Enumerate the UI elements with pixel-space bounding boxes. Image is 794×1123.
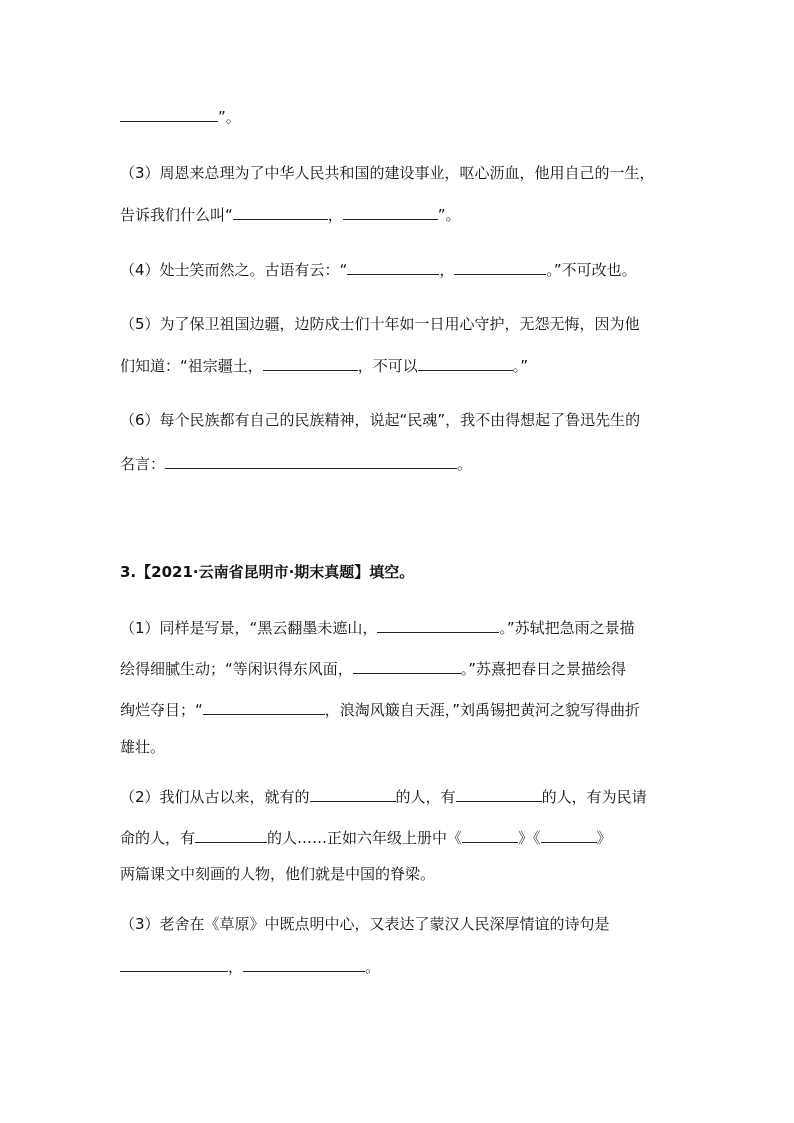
text: （3）周恩来总理为了中华人民共和国的建设事业，呕心沥血，他用自己的一生，	[120, 164, 655, 182]
text: ，浪淘风簸自天涯，”刘禹锡把黄河之貌写得曲折	[324, 701, 641, 719]
q2-item3-line2	[120, 204, 461, 224]
question-heading: 3.【2021·云南省昆明市·期末真题】填空。	[120, 563, 415, 581]
q2-item6-line2	[120, 453, 472, 473]
q2-item6-line1	[120, 410, 640, 430]
text: 。”苏熹把春日之景描绘得	[460, 660, 627, 678]
text: 》	[596, 829, 612, 847]
text: 名言：	[120, 455, 166, 473]
answer-blank[interactable]	[418, 355, 513, 371]
q2-item5-line1	[120, 314, 640, 334]
text: （4）处士笑而然之。古语有云：“	[120, 261, 348, 279]
text: 。”苏轼把急雨之景描	[499, 619, 635, 637]
text: ，	[228, 958, 244, 976]
text: ”。	[218, 108, 241, 126]
text: ”。	[437, 206, 461, 224]
text: 们知道：“祖宗疆土，	[120, 357, 263, 375]
text: 命的人，有	[120, 829, 196, 847]
answer-blank[interactable]	[263, 355, 358, 371]
text: 。	[457, 455, 473, 473]
text: 。”不可改也。	[546, 261, 637, 279]
text: （1）同样是写景，“黑云翻墨未遮山，	[120, 619, 378, 637]
answer-blank[interactable]	[195, 827, 267, 843]
text: 的人，有	[395, 788, 456, 806]
answer-blank[interactable]	[310, 786, 396, 802]
text: 的人，有为民请	[541, 788, 647, 806]
text: 告诉我们什么叫“	[120, 206, 233, 224]
text: 两篇课文中刻画的人物，他们就是中国的脊梁。	[120, 865, 436, 883]
q3-item1-line4	[120, 737, 165, 757]
text: 。”	[512, 357, 529, 375]
answer-blank[interactable]	[454, 259, 546, 275]
answer-blank[interactable]	[120, 106, 218, 122]
answer-blank[interactable]	[243, 956, 365, 972]
q3-item3-line2	[120, 956, 380, 976]
q2-item4	[120, 259, 637, 279]
text: 绘得细腻生动；“等闲识得东风面，	[120, 660, 353, 678]
answer-blank[interactable]	[462, 827, 518, 843]
q3-item1-line1	[120, 617, 635, 637]
text: 的人……正如六年级上册中《	[267, 829, 463, 847]
q3-item2-line1	[120, 786, 647, 806]
text: 绚烂夺目；“	[120, 701, 203, 719]
q3-item1-line3	[120, 699, 640, 719]
q3-item2-line3	[120, 864, 435, 884]
text: ，	[439, 261, 455, 279]
text: （5）为了保卫祖国边疆，边防戍士们十年如一日用心守护，无怨无悔，因为他	[120, 315, 640, 333]
q3-item1-line2	[120, 658, 626, 678]
q3-item2-line2	[120, 827, 612, 847]
answer-blank[interactable]	[353, 658, 461, 674]
answer-blank[interactable]	[343, 204, 438, 220]
text: （6）每个民族都有自己的民族精神，说起“民魂”，我不由得想起了鲁迅先生的	[120, 411, 641, 429]
q2-item2-tail	[120, 106, 241, 126]
text: （3）老舍在《草原》中既点明中心，又表达了蒙汉人民深厚情谊的诗句是	[120, 915, 610, 933]
text: ，不可以	[357, 357, 418, 375]
answer-blank[interactable]	[541, 827, 597, 843]
q2-item3-line1	[120, 163, 655, 183]
text: （2）我们从古以来，就有的	[120, 788, 310, 806]
answer-blank[interactable]	[456, 786, 542, 802]
answer-blank[interactable]	[233, 204, 328, 220]
answer-blank[interactable]	[347, 259, 439, 275]
q3-item3-line1	[120, 914, 610, 934]
text: ，	[327, 206, 343, 224]
answer-blank[interactable]	[377, 617, 499, 633]
text: 雄壮。	[120, 738, 166, 756]
answer-blank[interactable]	[165, 453, 457, 469]
answer-blank[interactable]	[120, 956, 228, 972]
q3-heading	[120, 562, 414, 582]
q2-item5-line2	[120, 355, 528, 375]
text: 》《	[518, 829, 541, 847]
answer-blank[interactable]	[203, 699, 325, 715]
text: 。	[365, 958, 381, 976]
